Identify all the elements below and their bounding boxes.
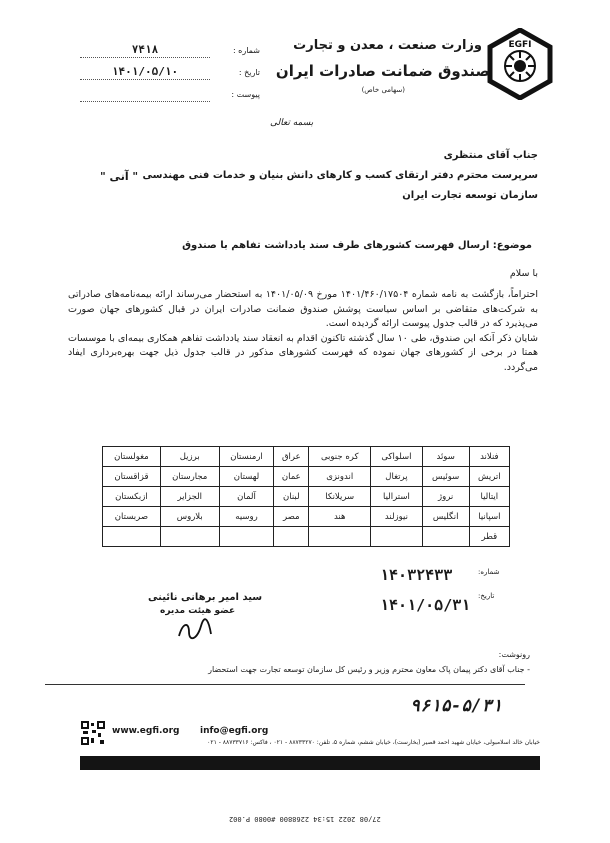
country-cell: عراق [274, 447, 309, 467]
stamp-date-label: تاریخ: [478, 592, 495, 600]
country-cell: اسلواکی [371, 447, 422, 467]
bismillah: بسمه تعالی [270, 118, 314, 128]
country-cell: فنلاند [469, 447, 509, 467]
signatory-title: عضو هیئت مدیره [160, 606, 236, 616]
country-cell: مجارستان [160, 467, 219, 487]
letter-date-label: تاریخ : [238, 68, 260, 77]
footer-website: www.egfi.org [112, 726, 180, 736]
letter-number-label: شماره : [232, 46, 260, 55]
country-cell: پرتغال [371, 467, 422, 487]
country-cell: سریلانکا [309, 487, 371, 507]
country-cell: ازبکستان [103, 487, 161, 507]
country-cell [309, 527, 371, 547]
recipient-name: جناب آقای منتظری [443, 150, 538, 161]
letter-body [68, 288, 538, 375]
country-cell [160, 527, 219, 547]
greeting: با سلام [509, 268, 538, 279]
egfi-logo-icon [484, 28, 556, 100]
cc-label: رونوشت: [498, 650, 530, 659]
handwritten-reference: ۹۶۱۵-۵/۳۱ [410, 696, 503, 716]
country-cell [422, 527, 469, 547]
footer-address: خیابان خالد اسلامبولی، خیابان شهید احمد قصیر (بخارست)، خیابان ششم، شماره ۵، تلفن: ۸۸۷۳۳۲۷۰ - ۰۲۱ ، فاکس: ۸۸۷۳۳۷۱۶ - ۰۲۱ [207, 739, 540, 746]
letter-subject: موضوع: ارسال فهرست کشورهای طرف سند یادداشت تفاهم با صندوق [182, 240, 532, 251]
letter-date-row [80, 60, 260, 80]
country-cell: مصر [274, 507, 309, 527]
country-cell: الجزایر [160, 487, 219, 507]
cc-divider [45, 684, 525, 685]
country-cell: اسپانیا [469, 507, 509, 527]
qr-code-icon [80, 720, 106, 746]
letter-number-row [80, 38, 260, 58]
fax-line: 27/08 2022 15:34 2268800 #0080 P.002 [229, 815, 381, 823]
urgency-mark: " آنی " [100, 170, 139, 183]
countries-table [102, 446, 510, 547]
country-cell: روسیه [219, 507, 274, 527]
recipient-title: سرپرست محترم دفتر ارتقای کسب و کارهای دانش بنیان و خدمات فنی مهندسی [142, 170, 538, 181]
country-cell: سوئد [422, 447, 469, 467]
cc-text: - جناب آقای دکتر پیمان پاک معاون محترم وزیر و رئیس کل سازمان توسعه تجارت جهت استحضار [208, 665, 530, 674]
country-cell: آلمان [219, 487, 274, 507]
country-cell: کره جنوبی [309, 447, 371, 467]
stamp-date: ۱۴۰۱/۰۵/۳۱ [380, 596, 471, 614]
country-cell: لبنان [274, 487, 309, 507]
attachment-label: پیوست : [231, 90, 260, 99]
country-cell [371, 527, 422, 547]
letter-date-value: ۱۴۰۱/۰۵/۱۰ [111, 65, 179, 78]
ministry-name: وزارت صنعت ، معدن و تجارت [293, 38, 482, 53]
country-cell: مغولستان [103, 447, 161, 467]
country-cell: لهستان [219, 467, 274, 487]
fax-header [0, 806, 610, 825]
country-cell: انگلیس [422, 507, 469, 527]
stamp-number-label: شماره: [478, 568, 500, 576]
table-row [103, 467, 510, 487]
footer-bar [80, 756, 540, 770]
country-cell [274, 527, 309, 547]
letter-number-value: ۷۴۱۸ [131, 43, 159, 56]
country-cell: بلاروس [160, 507, 219, 527]
country-cell: قزاقستان [103, 467, 161, 487]
country-cell: ایتالیا [469, 487, 509, 507]
country-cell: ارمنستان [219, 447, 274, 467]
table-row [103, 487, 510, 507]
country-cell: استرالیا [371, 487, 422, 507]
country-cell: اندونزی [309, 467, 371, 487]
attachment-row [80, 82, 260, 102]
country-cell: سوئیس [422, 467, 469, 487]
body-paragraph-2: شایان ذکر آنکه این صندوق، طی ۱۰ سال گذشته تاکنون اقدام به انعقاد سند یادداشت تفاهم همکاری بیمه‌ای با موسسات همتا در برخی از کشورهای جهان نموده که فهرست کشورهای مذکور در قالب جدول ذیل جهت بهره‌برداری ایفاد می‌گردد. [68, 332, 538, 373]
country-cell: نیوزلند [371, 507, 422, 527]
country-cell: اتریش [469, 467, 509, 487]
body-paragraph-1: احتراماً، بازگشت به نامه شماره ۱۴۰۱/۴۶۰/۱۷۵۰۴ مورخ ۱۴۰۱/۰۵/۰۹ به استحضار می‌رساند ارائه بیمه‌نامه‌های صادراتی به شرکت‌های متقاضی بر اساس سیاست پوشش صندوق ضمانت صادرات ایران در قبال کشورهای جهان صورت می‌پذیرد که در قالب جدول پیوست ارائه گردیده است. [68, 289, 538, 329]
stamp-number: ۱۴۰۳۲۴۳۳ [380, 566, 453, 584]
fund-name: صندوق ضمانت صادرات ایران [275, 62, 490, 80]
footer-email: info@egfi.org [200, 726, 269, 736]
table-row [103, 447, 510, 467]
signature-scribble-icon [175, 618, 215, 642]
signatory-name: سید امیر برهانی نائینی [148, 592, 263, 603]
country-cell: قطر [469, 527, 509, 547]
logo-text: EGFI [508, 40, 532, 50]
country-cell: نروژ [422, 487, 469, 507]
country-cell [103, 527, 161, 547]
table-row [103, 507, 510, 527]
recipient-organization: سازمان توسعه تجارت ایران [402, 190, 538, 201]
company-type: (سهامی خاص) [361, 86, 405, 94]
country-cell: برزیل [160, 447, 219, 467]
table-row [103, 527, 510, 547]
country-cell: عمان [274, 467, 309, 487]
country-cell: هند [309, 507, 371, 527]
country-cell [219, 527, 274, 547]
country-cell: صربستان [103, 507, 161, 527]
